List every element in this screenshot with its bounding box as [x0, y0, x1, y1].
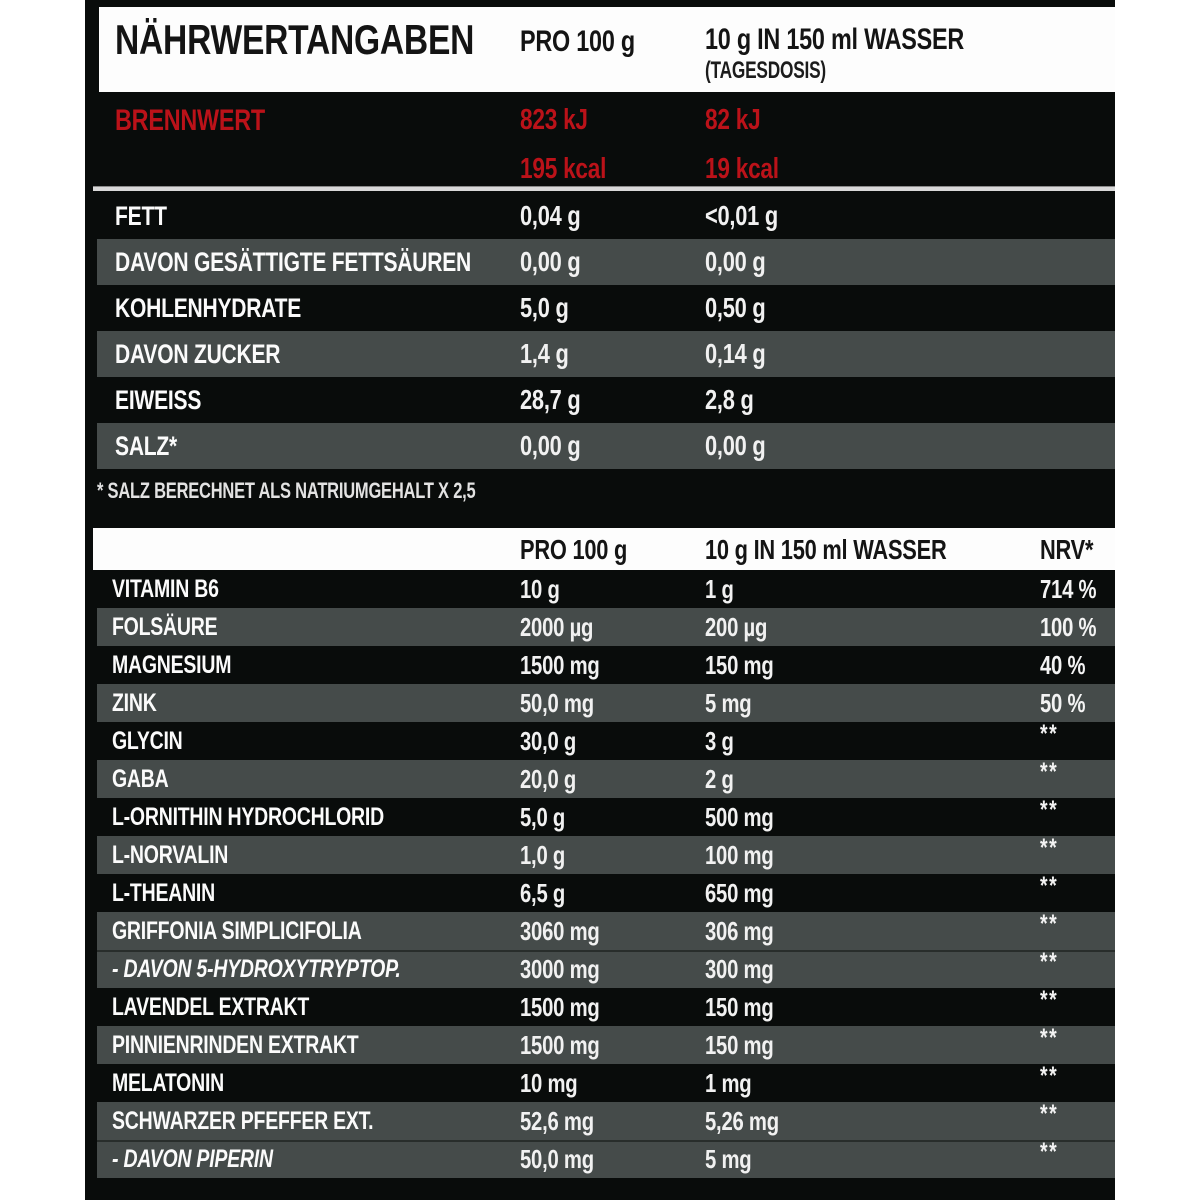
row-value-nrv [1040, 985, 1063, 1021]
row-value-nrv [1040, 833, 1063, 869]
row-value-serving [705, 918, 793, 944]
row-value-nrv [1040, 1099, 1063, 1135]
energy-label-text: BRENNWERT [115, 104, 265, 137]
column-header2-serving [705, 536, 1015, 564]
row-value-nrv [1040, 652, 1098, 678]
row-value-serving-text: 0,00 g [705, 246, 766, 277]
row-value-nrv-text: 714 % [1040, 574, 1097, 604]
row-value-per100-text: 5,0 g [520, 802, 566, 832]
salt-footnote [97, 480, 602, 502]
row-value-per100 [520, 614, 614, 640]
table-row [97, 423, 1115, 469]
row-value-nrv [1040, 1137, 1063, 1173]
row-value-serving-text: 3 g [705, 726, 734, 756]
nutrition-table-panel [85, 0, 1115, 1200]
row-label [112, 764, 184, 793]
row-value-per100 [520, 804, 578, 830]
row-value-nrv [1040, 757, 1063, 793]
row-value-serving-text: 150 mg [705, 1030, 774, 1060]
row-label-text: VITAMIN B6 [112, 574, 219, 603]
row-label [112, 688, 169, 717]
row-value-per100-text: 0,04 g [520, 200, 581, 231]
column-header2-per100 [520, 536, 657, 564]
row-value-serving-text: 2 g [705, 764, 734, 794]
table-row [97, 909, 1115, 950]
row-label [115, 246, 571, 277]
row-value-serving [705, 842, 793, 868]
row-label-text: PINNIENRINDEN EXTRAKT [112, 1030, 359, 1059]
row-value-per100-text: 10 mg [520, 1068, 578, 1098]
row-label-text: ZINK [112, 688, 157, 717]
row-value-serving-text: 306 mg [705, 916, 774, 946]
row-value-serving-text: 200 µg [705, 612, 768, 642]
row-value-per100 [520, 294, 582, 322]
row-value-serving [705, 432, 783, 460]
row-label [112, 802, 461, 831]
row-label [112, 574, 249, 603]
table-row [85, 646, 1115, 684]
row-value-nrv-text: ** [1040, 909, 1059, 938]
row-label-text: SALZ* [115, 430, 178, 461]
row-value-nrv [1040, 795, 1063, 831]
row-value-serving [705, 994, 793, 1020]
row-value-per100-text: 3000 mg [520, 954, 600, 984]
row-value-serving-text: 0,00 g [705, 430, 766, 461]
table-row [85, 1061, 1115, 1102]
row-value-nrv [1040, 576, 1112, 602]
row-value-serving [705, 248, 783, 276]
row-value-per100 [520, 880, 578, 906]
row-value-per100-text: 0,00 g [520, 246, 581, 277]
row-label [115, 338, 327, 369]
row-value-serving [705, 728, 742, 754]
column-header2-serving-text: 10 g IN 150 ml WASSER [705, 534, 947, 565]
row-label [112, 992, 365, 1021]
row-label [115, 200, 181, 231]
row-label-text: L-THEANIN [112, 878, 215, 907]
energy-serving-kj-text: 82 kJ [705, 104, 761, 136]
row-value-per100-text: 3060 mg [520, 916, 600, 946]
row-value-per100 [520, 1032, 622, 1058]
row-value-per100 [520, 248, 598, 276]
row-value-per100-text: 50,0 mg [520, 688, 594, 718]
row-value-serving [705, 690, 764, 716]
salt-footnote-text: * SALZ BERECHNET ALS NATRIUMGEHALT X 2,5 [97, 478, 476, 503]
row-value-per100-text: 0,00 g [520, 430, 581, 461]
row-value-nrv [1040, 947, 1063, 983]
row-label [112, 954, 482, 983]
row-value-per100 [520, 994, 622, 1020]
row-value-nrv [1040, 1023, 1063, 1059]
row-value-per100-text: 1,4 g [520, 338, 569, 369]
row-value-per100 [520, 690, 615, 716]
row-value-nrv-text: ** [1040, 1023, 1059, 1052]
row-label-text: MAGNESIUM [112, 650, 232, 679]
row-value-serving [705, 880, 793, 906]
row-value-serving [705, 1070, 764, 1096]
row-value-per100 [520, 1108, 615, 1134]
energy-serving-kcal [705, 155, 800, 184]
row-value-per100-text: 1500 mg [520, 992, 600, 1022]
table-row [85, 193, 1115, 239]
row-value-nrv-text: 40 % [1040, 650, 1086, 680]
table-row [97, 1137, 1115, 1178]
row-value-nrv-text: ** [1040, 833, 1059, 862]
row-value-serving-text: 150 mg [705, 992, 774, 1022]
table2-header [93, 528, 1115, 570]
table-row [97, 757, 1115, 798]
row-label [115, 292, 354, 323]
row-value-per100-text: 1500 mg [520, 650, 600, 680]
row-value-serving-text: 100 mg [705, 840, 774, 870]
row-value-nrv-text: ** [1040, 947, 1059, 976]
row-value-nrv-text: ** [1040, 795, 1059, 824]
macro-table [85, 193, 1115, 469]
row-value-per100 [520, 766, 592, 792]
row-value-per100-text: 20,0 g [520, 764, 577, 794]
row-value-per100 [520, 432, 598, 460]
row-label [112, 612, 247, 641]
row-value-per100-text: 6,5 g [520, 878, 566, 908]
energy-per100-kj-text: 823 kJ [520, 104, 588, 136]
row-value-per100 [520, 340, 582, 368]
row-value-nrv-text: ** [1040, 757, 1059, 786]
table-row [85, 719, 1115, 760]
row-value-serving-text: 650 mg [705, 878, 774, 908]
energy-serving-kj [705, 106, 776, 135]
row-value-per100-text: 30,0 g [520, 726, 577, 756]
row-value-per100 [520, 576, 571, 602]
row-label-text: FETT [115, 200, 167, 231]
energy-per100-kcal-text: 195 kcal [520, 153, 607, 185]
row-value-nrv-text: ** [1040, 719, 1059, 748]
row-value-per100 [520, 1070, 594, 1096]
row-value-serving-text: 500 mg [705, 802, 774, 832]
row-value-serving-text: <0,01 g [705, 200, 779, 231]
row-label-text: MELATONIN [112, 1068, 225, 1097]
table-row [97, 608, 1115, 646]
row-label-text: L-NORVALIN [112, 840, 229, 869]
row-value-per100-text: 50,0 mg [520, 1144, 594, 1174]
row-value-nrv [1040, 719, 1063, 755]
row-value-per100-text: 2000 µg [520, 612, 594, 642]
row-value-per100-text: 28,7 g [520, 384, 581, 415]
separator-line [93, 186, 1115, 191]
row-value-serving-text: 1 mg [705, 1068, 752, 1098]
row-label-text: - DAVON 5-HYDROXYTRYPTOP. [112, 954, 401, 983]
row-value-serving [705, 576, 742, 602]
column-header-serving [705, 25, 1037, 55]
energy-serving-kcal-text: 19 kcal [705, 153, 779, 185]
row-value-serving-text: 0,14 g [705, 338, 766, 369]
table-row [85, 570, 1115, 608]
column-header-serving-text: 10 g IN 150 ml WASSER [705, 23, 965, 56]
row-value-serving [705, 614, 785, 640]
column-header-serving-subtitle [705, 59, 873, 83]
row-label-text: GABA [112, 764, 169, 793]
row-value-serving-text: 0,50 g [705, 292, 766, 323]
row-value-nrv-text: ** [1040, 1099, 1059, 1128]
row-value-nrv [1040, 871, 1063, 907]
row-label-text: GRIFFONIA SIMPLICIFOLIA [112, 916, 362, 945]
row-value-per100 [520, 728, 592, 754]
row-label [112, 1030, 428, 1059]
row-value-serving [705, 956, 793, 982]
row-label [115, 384, 225, 415]
row-value-serving-text: 5,26 mg [705, 1106, 779, 1136]
row-value-nrv-text: ** [1040, 1137, 1059, 1166]
table-row [85, 871, 1115, 912]
energy-label [115, 106, 307, 136]
row-label [115, 430, 195, 461]
table-row [97, 1099, 1115, 1140]
table-row [97, 833, 1115, 874]
row-value-per100-text: 1,0 g [520, 840, 566, 870]
row-value-per100-text: 1500 mg [520, 1030, 600, 1060]
row-value-per100 [520, 652, 622, 678]
row-label-text: GLYCIN [112, 726, 183, 755]
row-value-serving-text: 300 mg [705, 954, 774, 984]
row-label-text: LAVENDEL EXTRAKT [112, 992, 310, 1021]
row-value-per100 [520, 386, 598, 414]
row-value-per100-text: 52,6 mg [520, 1106, 594, 1136]
row-label [112, 726, 202, 755]
row-value-nrv [1040, 614, 1112, 640]
table-row [97, 331, 1115, 377]
row-value-serving-text: 150 mg [705, 650, 774, 680]
row-value-nrv-text: 50 % [1040, 688, 1086, 718]
table-row [97, 684, 1115, 722]
table-row [97, 239, 1115, 285]
column-header2-nrv-text: NRV* [1040, 534, 1094, 565]
row-value-nrv-text: 100 % [1040, 612, 1097, 642]
row-value-serving-text: 5 mg [705, 688, 752, 718]
energy-per100-kcal [520, 155, 631, 184]
row-label-text: KOHLENHYDRATE [115, 292, 302, 323]
row-label-text: DAVON ZUCKER [115, 338, 281, 369]
row-value-nrv [1040, 909, 1063, 945]
column-header-serving-subtitle-text: (TAGESDOSIS) [705, 57, 826, 84]
row-value-per100 [520, 956, 622, 982]
row-label [112, 878, 244, 907]
column-header-per100-text: PRO 100 g [520, 25, 635, 58]
row-value-serving [705, 1146, 764, 1172]
row-value-per100-text: 10 g [520, 574, 560, 604]
table-row [85, 985, 1115, 1026]
row-label-text: - DAVON PIPERIN [112, 1144, 273, 1173]
row-value-serving [705, 1108, 800, 1134]
row-value-serving [705, 294, 783, 322]
table-row [97, 947, 1115, 988]
row-value-per100 [520, 1146, 615, 1172]
row-label [112, 1144, 318, 1173]
page-title-text: NÄHRWERTANGABEN [115, 16, 475, 63]
row-value-serving [705, 1032, 793, 1058]
row-value-serving-text: 1 g [705, 574, 734, 604]
energy-per100-kj [520, 106, 607, 135]
table-row [85, 377, 1115, 423]
row-label-text: EIWEISS [115, 384, 202, 415]
row-label-text: FOLSÄURE [112, 612, 218, 641]
row-label [112, 650, 265, 679]
row-value-nrv [1040, 1061, 1063, 1097]
row-label [112, 1068, 256, 1097]
row-value-serving [705, 340, 783, 368]
table-row [85, 795, 1115, 836]
row-value-serving-text: 2,8 g [705, 384, 754, 415]
row-value-nrv [1040, 690, 1098, 716]
column-header2-nrv [1040, 536, 1108, 564]
row-label [112, 916, 432, 945]
row-value-per100 [520, 842, 578, 868]
energy-row [85, 92, 1115, 186]
table-row [85, 285, 1115, 331]
row-label-text: L-ORNITHIN HYDROCHLORID [112, 802, 384, 831]
column-header2-per100-text: PRO 100 g [520, 534, 628, 565]
row-value-serving [705, 804, 793, 830]
row-value-serving [705, 202, 799, 230]
row-value-serving [705, 766, 742, 792]
row-value-nrv-text: ** [1040, 871, 1059, 900]
row-value-per100 [520, 202, 598, 230]
ingredient-table [85, 570, 1115, 1178]
page-title [115, 16, 564, 63]
row-value-serving-text: 5 mg [705, 1144, 752, 1174]
row-value-nrv-text: ** [1040, 985, 1059, 1014]
column-header-per100 [520, 27, 667, 57]
row-label-text: DAVON GESÄTTIGTE FETTSÄUREN [115, 246, 472, 277]
row-label [112, 840, 261, 869]
row-value-per100 [520, 918, 622, 944]
row-value-nrv-text: ** [1040, 1061, 1059, 1090]
table-row [97, 1023, 1115, 1064]
row-value-per100-text: 5,0 g [520, 292, 569, 323]
row-label [112, 1106, 447, 1135]
row-value-serving [705, 652, 793, 678]
row-value-serving [705, 386, 767, 414]
table1-header [99, 7, 1115, 92]
row-label-text: SCHWARZER PFEFFER EXT. [112, 1106, 374, 1135]
